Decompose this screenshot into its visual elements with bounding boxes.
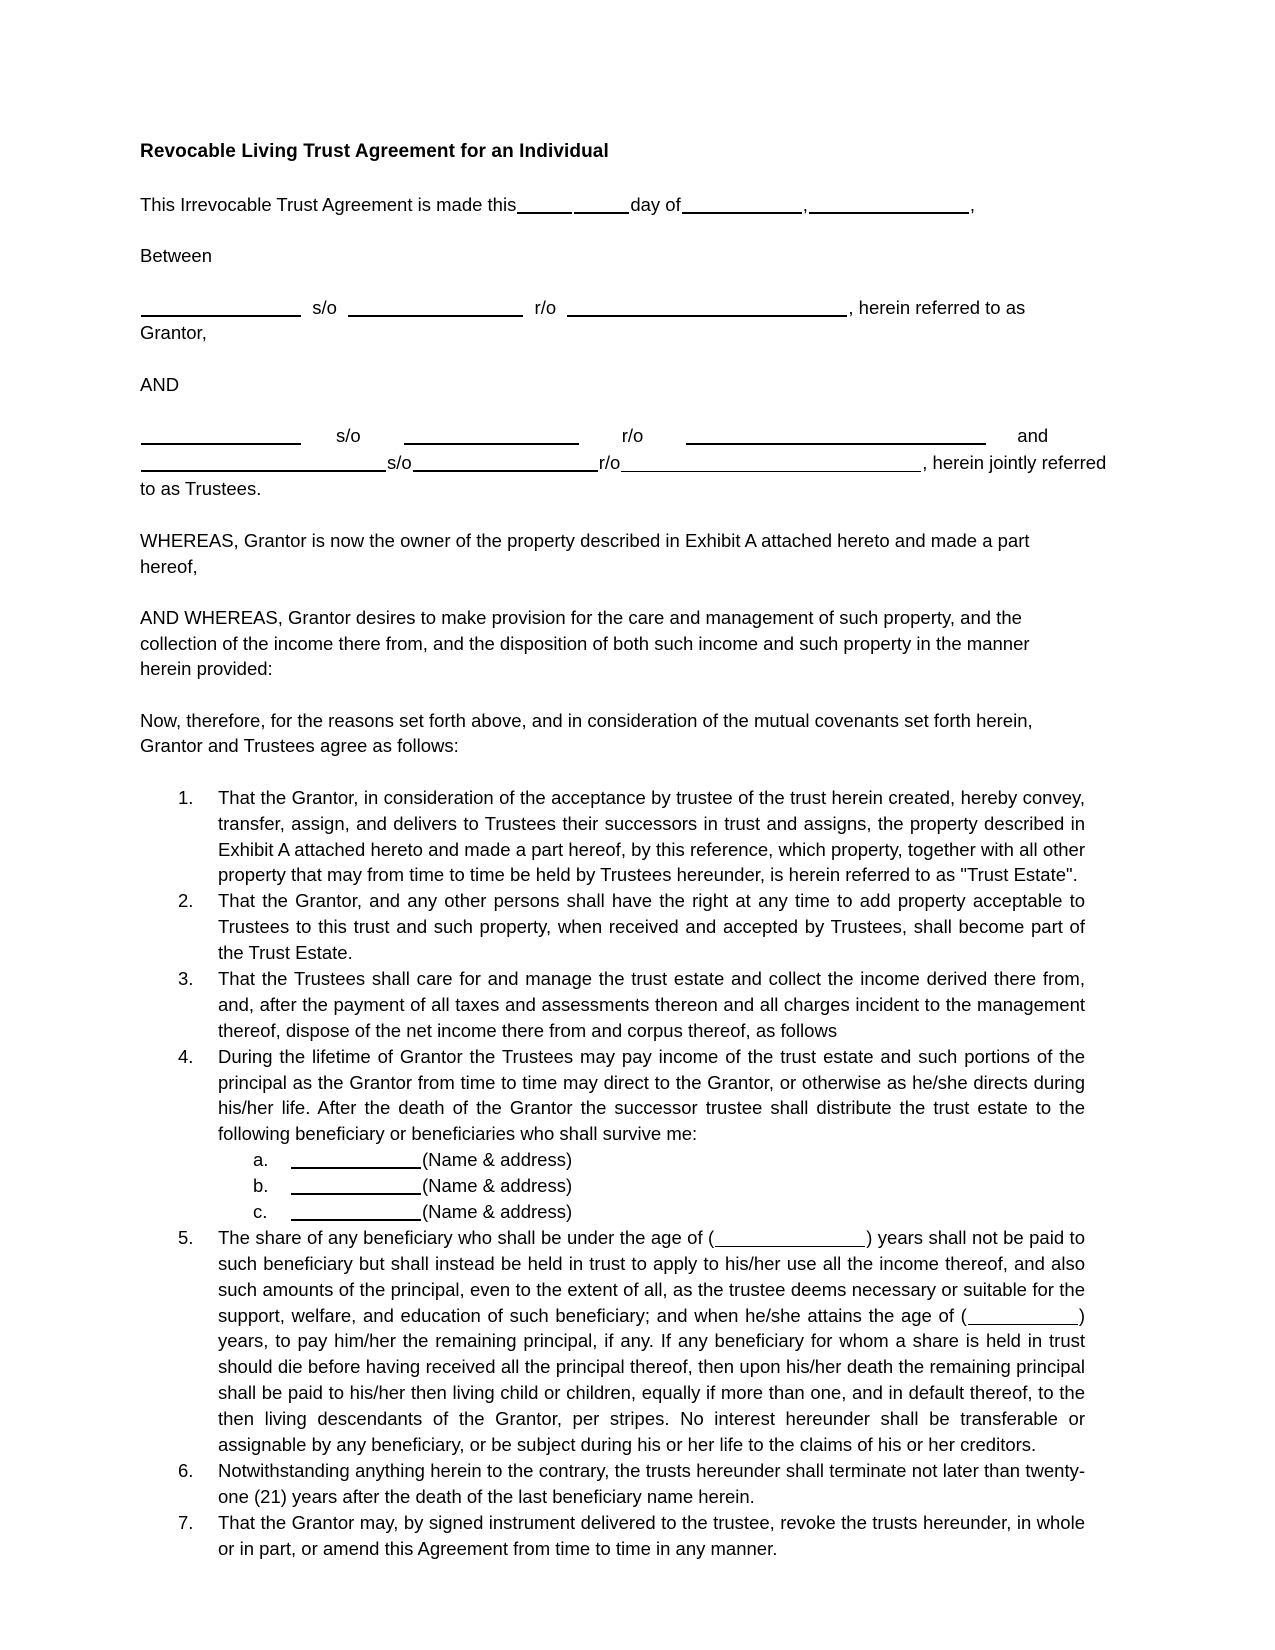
- grantor-so-label: s/o: [312, 296, 337, 318]
- trustee1-ro-label: r/o: [621, 425, 644, 447]
- beneficiary-item-a: [218, 1147, 1085, 1173]
- grantor-ro-label: r/o: [534, 296, 557, 318]
- beneficiary-a-blank[interactable]: [291, 1148, 421, 1169]
- trustee-and-tail: and: [1017, 425, 1049, 447]
- trustee-row-1: [140, 423, 1085, 449]
- trustee1-so-blank[interactable]: [404, 424, 579, 445]
- beneficiary-c-blank[interactable]: [291, 1200, 421, 1221]
- trustee1-ro-blank[interactable]: [686, 424, 986, 445]
- trustee-party-block: [140, 423, 1107, 502]
- grantor-so-blank[interactable]: [348, 295, 523, 316]
- minor-age-blank-2[interactable]: [968, 1304, 1078, 1324]
- trustee-last-line: to as Trustees.: [140, 477, 262, 499]
- clause-5-text-part-1: The share of any beneficiary who shall be under the age of (: [218, 1226, 715, 1248]
- trustee2-ro-blank[interactable]: [621, 451, 921, 471]
- year-blank[interactable]: [809, 192, 969, 213]
- intro-prefix-text: This Irrevocable Trust Agreement is made this: [140, 193, 517, 215]
- clause-item-6: [140, 1458, 1085, 1510]
- trustee1-name-blank[interactable]: [141, 424, 301, 445]
- clause-5-text-part-3: ) years, to pay him/her the remaining principal, if any. If any beneficiary for whom a share is held in trust should die before having received all the principal thereof, then upon his/her death the remaining principal shall be paid to his/her then living child or children, equally if more than one, and in default thereof, to the then living descendants of the Grantor, per stripes. No interest hereunder shall be transferable or assignable by any beneficiary, or be subject during his or her life to the claims of his or her creditors.: [218, 1304, 1085, 1455]
- beneficiary-c-label: (Name & address): [422, 1200, 573, 1222]
- grantor-name-blank[interactable]: [141, 295, 301, 316]
- day-blank-2[interactable]: [574, 192, 629, 213]
- page-title: Revocable Living Trust Agreement for an Individual: [140, 141, 609, 162]
- trustee-row-2: [140, 450, 1107, 476]
- grantor-second-line: Grantor,: [140, 322, 207, 344]
- intro-comma-2: ,: [969, 193, 976, 215]
- clause-item-1: [140, 785, 1085, 889]
- day-blank-1[interactable]: [517, 192, 572, 213]
- beneficiary-sub-list: [218, 1147, 1085, 1225]
- clause-4-intro-text: During the lifetime of Grantor the Trustees may pay income of the trust estate and such portions of the principal as the Grantor from time to time may direct to the Grantor, or otherwise as he/she directs during his/her life. After the death of the Grantor the successor trustee shall distribute the trust estate to the following beneficiary or beneficiaries who shall survive me:: [218, 1045, 1085, 1145]
- whereas-paragraph-2: AND WHEREAS, Grantor desires to make provision for the care and management of such property, and the collection of the income there from, and the disposition of both such income and such property in the manner herein provided:: [140, 607, 1030, 680]
- beneficiary-b-blank[interactable]: [291, 1174, 421, 1195]
- trustee2-ro-label: r/o: [598, 451, 621, 473]
- trustee2-so-label: s/o: [387, 451, 412, 473]
- grantor-tail-text: , herein referred to as: [848, 296, 1026, 318]
- day-of-label: day of: [630, 193, 681, 215]
- clause-item-7: [140, 1510, 1085, 1562]
- beneficiary-b-label: (Name & address): [422, 1175, 573, 1197]
- whereas-paragraph-1: WHEREAS, Grantor is now the owner of the property described in Exhibit A attached hereto and made a part hereof,: [140, 530, 1030, 577]
- trustee2-so-blank[interactable]: [413, 450, 598, 471]
- trustee2-name-blank[interactable]: [141, 450, 386, 471]
- clause-item-4: [140, 1044, 1085, 1225]
- minor-age-blank-1[interactable]: [715, 1226, 865, 1246]
- grantor-ro-blank[interactable]: [567, 295, 847, 316]
- clause-item-2: [140, 888, 1085, 966]
- now-therefore-paragraph: Now, therefore, for the reasons set forth above, and in consideration of the mutual covenants set forth herein, Grantor and Trustees agree as follows:: [140, 709, 1033, 757]
- clause-6-text: Notwithstanding anything herein to the contrary, the trusts hereunder shall terminate not later than twenty-one (21) years after the death of the last beneficiary name herein.: [218, 1459, 1085, 1507]
- clause-3-text: That the Trustees shall care for and manage the trust estate and collect the income derived there from, and, after the payment of all taxes and assessments thereon and all charges incident to the management thereof, dispose of the net income there from and corpus thereof, as follows: [218, 967, 1085, 1041]
- grantor-party-line: [140, 295, 1085, 346]
- trustee-jointly-tail: , herein jointly referred: [922, 451, 1107, 473]
- clause-list: [140, 785, 1085, 1562]
- trustee1-so-label: s/o: [336, 425, 361, 447]
- beneficiary-item-c: [218, 1199, 1085, 1225]
- between-label: Between: [140, 245, 212, 267]
- clause-1-text: That the Grantor, in consideration of the acceptance by trustee of the trust herein created, hereby convey, transfer, assign, and delivers to Trustees their successors in trust and assigns, the property described in Exhibit A attached hereto and made a part hereof, by this reference, which property, together with all other property that may from time to time be held by Trustees hereunder, is herein referred to as "Trust Estate".: [218, 786, 1085, 886]
- intro-comma-1: ,: [802, 193, 808, 215]
- clause-7-text: That the Grantor may, by signed instrument delivered to the trustee, revoke the trusts hereunder, in whole or in part, or amend this Agreement from time to time in any manner.: [218, 1511, 1085, 1559]
- clause-item-3: [140, 966, 1085, 1044]
- clause-5-text-part-2: ) years shall not be paid to such beneficiary but shall instead be held in trust to apply to his/her use all the income thereof, and also such amounts of the principal, even to the extent of all, as the trustee deems necessary or suitable for the support, welfare, and education of such beneficiary; and when he/she attains the age of (: [218, 1226, 1085, 1326]
- month-blank[interactable]: [682, 192, 802, 213]
- clause-item-5: [140, 1225, 1085, 1458]
- and-label: AND: [140, 373, 180, 395]
- clause-2-text: That the Grantor, and any other persons shall have the right at any time to add property acceptable to Trustees to this trust and such property, when received and accepted by Trustees, shall become part of the Trust Estate.: [218, 890, 1085, 964]
- beneficiary-item-b: [218, 1173, 1085, 1199]
- intro-paragraph: [140, 192, 1085, 218]
- beneficiary-a-label: (Name & address): [422, 1149, 573, 1171]
